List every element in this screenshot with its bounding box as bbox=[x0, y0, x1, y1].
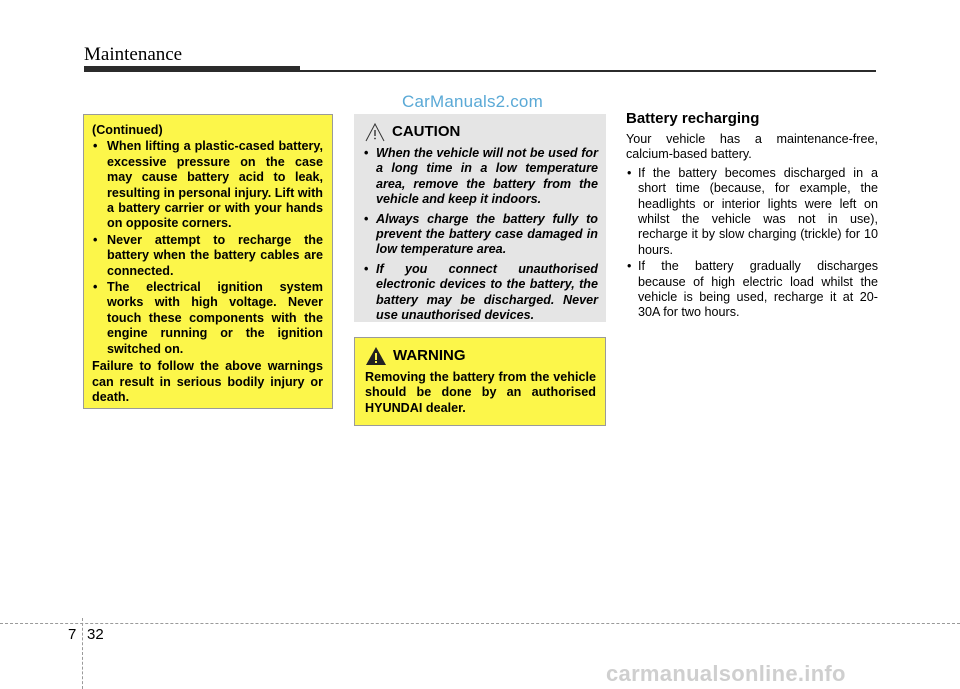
watermark-top[interactable]: CarManuals2.com bbox=[402, 92, 543, 111]
caution-triangle-icon bbox=[364, 121, 386, 143]
continued-footer: Failure to follow the above warnings can result in serious bodily injury or death. bbox=[92, 359, 323, 404]
header-bar-thick bbox=[84, 66, 300, 72]
footer-vertical-divider bbox=[82, 618, 83, 689]
caution-item: • Always charge the battery fully to prevent the battery case damaged in low temperature area. bbox=[364, 212, 598, 258]
warning-text: Removing the battery from the vehicle should be done by an authorised HYUNDAI dealer. bbox=[365, 370, 596, 415]
footer-divider bbox=[0, 623, 960, 624]
page-chapter: 7 bbox=[68, 626, 77, 643]
section-title: Battery recharging bbox=[626, 110, 760, 127]
caution-item: • If you connect unauthorised electronic devices to the battery, the battery may be discharged. Never use unauthorised devices. bbox=[364, 262, 598, 324]
warning-title: WARNING bbox=[393, 347, 466, 365]
section-body bbox=[626, 132, 878, 322]
continued-list bbox=[92, 139, 323, 357]
continued-box bbox=[83, 114, 333, 409]
continued-item: • When lifting a plastic-cased battery, excessive pressure on the case may cause battery acid to leak, resulting in personal injury. Lift with a battery carrier or with your hands on opposite corners. bbox=[92, 139, 323, 231]
caution-header bbox=[364, 121, 598, 143]
continued-item: • Never attempt to recharge the battery when the battery cables are connected. bbox=[92, 233, 323, 279]
warning-box bbox=[354, 337, 606, 426]
section-intro: Your vehicle has a maintenance-free, calcium-based battery. bbox=[626, 132, 878, 162]
recharge-list bbox=[626, 166, 878, 321]
caution-item: • When the vehicle will not be used for a long time in a low temperature area, remove the battery from the vehicle and keep it indoors. bbox=[364, 146, 598, 208]
warning-triangle-icon bbox=[365, 346, 387, 366]
caution-box bbox=[354, 114, 606, 322]
continued-item: • The electrical ignition system works with high voltage. Never touch these components with the engine running or the ignition switched on. bbox=[92, 280, 323, 357]
header-title: Maintenance bbox=[84, 44, 183, 65]
header-bar-thin bbox=[300, 70, 876, 72]
caution-list bbox=[364, 146, 598, 323]
warning-header bbox=[365, 346, 596, 366]
watermark-bottom[interactable]: carmanualsonline.info bbox=[606, 661, 846, 686]
page-number: 32 bbox=[87, 626, 104, 643]
recharge-item: • If the battery gradually discharges because of high electric load whilst the vehicle is being used, recharge it at 20-30A for two hours. bbox=[626, 259, 878, 321]
caution-title: CAUTION bbox=[392, 123, 461, 141]
recharge-item: • If the battery becomes discharged in a short time (because, for example, the headlights or interior lights were left on whilst the vehicle was not in use), recharge it by slow charging (trickle) for 10 hours. bbox=[626, 166, 878, 258]
continued-heading: (Continued) bbox=[92, 123, 163, 137]
